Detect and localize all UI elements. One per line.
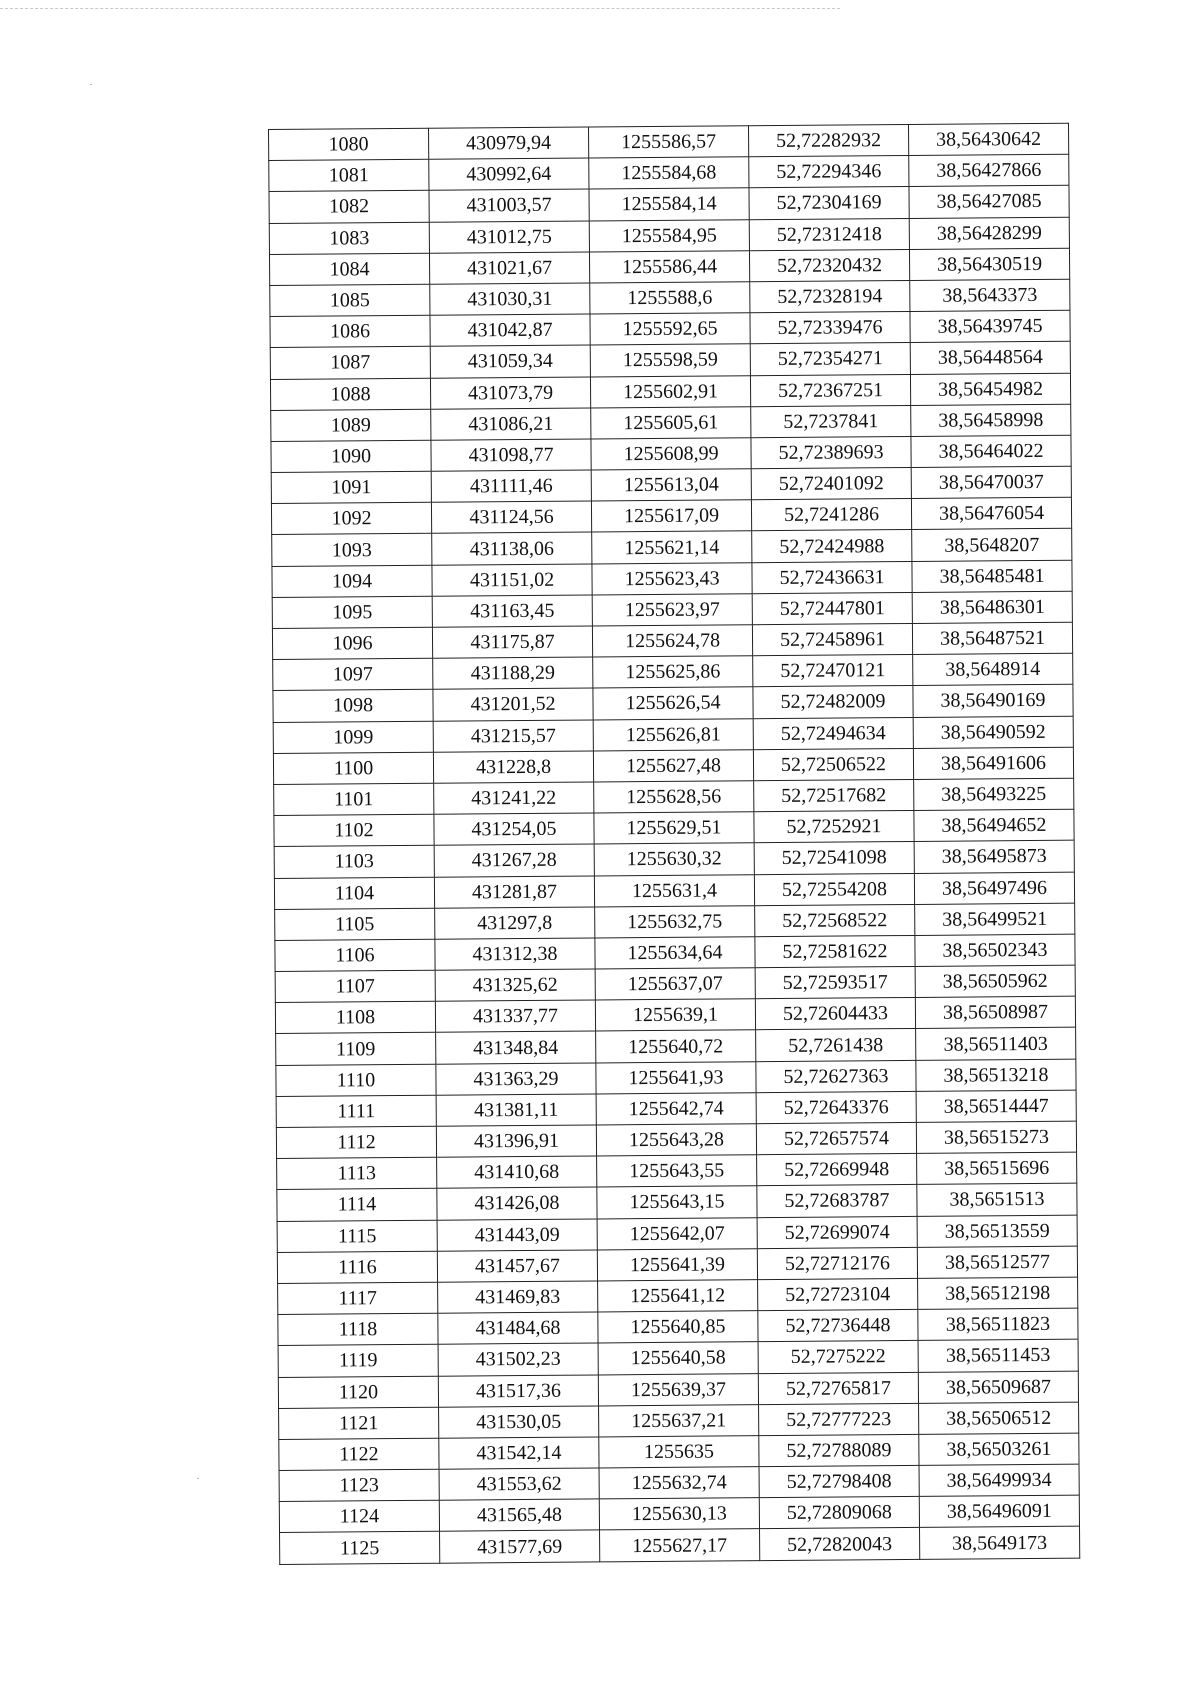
longitude-cell: 38,56487521 bbox=[912, 622, 1072, 654]
x-coordinate-cell: 431111,46 bbox=[431, 470, 591, 502]
latitude-cell: 52,72699074 bbox=[757, 1216, 917, 1248]
point-number-cell: 1124 bbox=[279, 1500, 439, 1532]
point-number-cell: 1114 bbox=[277, 1189, 437, 1221]
x-coordinate-cell: 431138,06 bbox=[432, 532, 592, 564]
latitude-cell: 52,72798408 bbox=[759, 1465, 919, 1497]
longitude-cell: 38,56490169 bbox=[913, 685, 1073, 717]
y-coordinate-cell: 1255641,39 bbox=[597, 1248, 757, 1280]
y-coordinate-cell: 1255637,21 bbox=[599, 1404, 759, 1436]
y-coordinate-cell: 1255592,65 bbox=[590, 313, 750, 345]
longitude-cell: 38,56502343 bbox=[915, 934, 1075, 966]
latitude-cell: 52,72809068 bbox=[759, 1497, 919, 1529]
point-number-cell: 1122 bbox=[279, 1438, 439, 1470]
longitude-cell: 38,56439745 bbox=[910, 310, 1070, 342]
point-number-cell: 1105 bbox=[275, 908, 435, 940]
x-coordinate-cell: 431325,62 bbox=[435, 969, 595, 1001]
longitude-cell: 38,5651513 bbox=[917, 1184, 1077, 1216]
longitude-cell: 38,56515696 bbox=[917, 1152, 1077, 1184]
point-number-cell: 1108 bbox=[275, 1001, 435, 1033]
y-coordinate-cell: 1255628,56 bbox=[594, 781, 754, 813]
latitude-cell: 52,72339476 bbox=[750, 312, 910, 344]
longitude-cell: 38,5648207 bbox=[912, 529, 1072, 561]
y-coordinate-cell: 1255626,81 bbox=[593, 718, 753, 750]
x-coordinate-cell: 431241,22 bbox=[434, 782, 594, 814]
latitude-cell: 52,72736448 bbox=[758, 1310, 918, 1342]
x-coordinate-cell: 431030,31 bbox=[430, 283, 590, 315]
y-coordinate-cell: 1255621,14 bbox=[592, 531, 752, 563]
y-coordinate-cell: 1255641,93 bbox=[596, 1061, 756, 1093]
longitude-cell: 38,56470037 bbox=[911, 466, 1071, 498]
y-coordinate-cell: 1255643,28 bbox=[596, 1124, 756, 1156]
longitude-cell: 38,56496091 bbox=[919, 1495, 1079, 1527]
longitude-cell: 38,56494652 bbox=[914, 809, 1074, 841]
point-number-cell: 1086 bbox=[270, 315, 430, 347]
latitude-cell: 52,72669948 bbox=[757, 1154, 917, 1186]
x-coordinate-cell: 431254,05 bbox=[434, 813, 594, 845]
x-coordinate-cell: 431086,21 bbox=[431, 408, 591, 440]
point-number-cell: 1088 bbox=[270, 378, 430, 410]
longitude-cell: 38,56491606 bbox=[913, 747, 1073, 779]
x-coordinate-cell: 431124,56 bbox=[431, 501, 591, 533]
latitude-cell: 52,72282932 bbox=[748, 124, 908, 156]
point-number-cell: 1125 bbox=[280, 1532, 440, 1564]
scan-speck bbox=[90, 84, 92, 85]
longitude-cell: 38,56514447 bbox=[916, 1090, 1076, 1122]
scan-speck bbox=[197, 1478, 199, 1479]
latitude-cell: 52,72470121 bbox=[753, 655, 913, 687]
longitude-cell: 38,56427085 bbox=[909, 186, 1069, 218]
latitude-cell: 52,72304169 bbox=[749, 187, 909, 219]
y-coordinate-cell: 1255632,75 bbox=[595, 905, 755, 937]
longitude-cell: 38,5648914 bbox=[913, 653, 1073, 685]
x-coordinate-cell: 431426,08 bbox=[437, 1187, 597, 1219]
point-number-cell: 1094 bbox=[272, 565, 432, 597]
latitude-cell: 52,72593517 bbox=[755, 967, 915, 999]
latitude-cell: 52,72447801 bbox=[752, 592, 912, 624]
longitude-cell: 38,56512577 bbox=[917, 1246, 1077, 1278]
point-number-cell: 1103 bbox=[274, 846, 434, 878]
longitude-cell: 38,56428299 bbox=[909, 217, 1069, 249]
point-number-cell: 1102 bbox=[274, 814, 434, 846]
coordinates-table-body bbox=[269, 123, 1080, 1564]
latitude-cell: 52,72506522 bbox=[753, 748, 913, 780]
y-coordinate-cell: 1255602,91 bbox=[590, 375, 750, 407]
y-coordinate-cell: 1255586,57 bbox=[588, 126, 748, 158]
x-coordinate-cell: 431337,77 bbox=[435, 1000, 595, 1032]
x-coordinate-cell: 431201,52 bbox=[433, 688, 593, 720]
latitude-cell: 52,7261438 bbox=[756, 1029, 916, 1061]
longitude-cell: 38,56427866 bbox=[909, 154, 1069, 186]
y-coordinate-cell: 1255630,32 bbox=[594, 843, 754, 875]
longitude-cell: 38,56512198 bbox=[918, 1277, 1078, 1309]
latitude-cell: 52,72494634 bbox=[753, 717, 913, 749]
longitude-cell: 38,56503261 bbox=[919, 1433, 1079, 1465]
longitude-cell: 38,56506512 bbox=[919, 1402, 1079, 1434]
y-coordinate-cell: 1255623,97 bbox=[592, 594, 752, 626]
x-coordinate-cell: 431267,28 bbox=[434, 844, 594, 876]
point-number-cell: 1098 bbox=[273, 690, 433, 722]
latitude-cell: 52,72568522 bbox=[755, 904, 915, 936]
y-coordinate-cell: 1255630,13 bbox=[599, 1498, 759, 1530]
x-coordinate-cell: 431381,11 bbox=[436, 1094, 596, 1126]
x-coordinate-cell: 431163,45 bbox=[432, 595, 592, 627]
point-number-cell: 1099 bbox=[273, 721, 433, 753]
x-coordinate-cell: 431363,29 bbox=[436, 1063, 596, 1095]
longitude-cell: 38,56511403 bbox=[916, 1028, 1076, 1060]
latitude-cell: 52,72424988 bbox=[752, 530, 912, 562]
y-coordinate-cell: 1255640,85 bbox=[598, 1311, 758, 1343]
point-number-cell: 1081 bbox=[269, 159, 429, 191]
longitude-cell: 38,56513559 bbox=[917, 1215, 1077, 1247]
longitude-cell: 38,56485481 bbox=[912, 560, 1072, 592]
x-coordinate-cell: 431484,68 bbox=[438, 1312, 598, 1344]
point-number-cell: 1089 bbox=[271, 409, 431, 441]
x-coordinate-cell: 431012,75 bbox=[429, 221, 589, 253]
x-coordinate-cell: 431042,87 bbox=[430, 314, 590, 346]
y-coordinate-cell: 1255626,54 bbox=[593, 687, 753, 719]
y-coordinate-cell: 1255640,58 bbox=[598, 1342, 758, 1374]
latitude-cell: 52,72436631 bbox=[752, 561, 912, 593]
x-coordinate-cell: 431443,09 bbox=[437, 1219, 597, 1251]
y-coordinate-cell: 1255641,12 bbox=[598, 1280, 758, 1312]
y-coordinate-cell: 1255642,07 bbox=[597, 1217, 757, 1249]
y-coordinate-cell: 1255643,55 bbox=[597, 1155, 757, 1187]
latitude-cell: 52,72554208 bbox=[754, 873, 914, 905]
y-coordinate-cell: 1255624,78 bbox=[592, 625, 752, 657]
latitude-cell: 52,72657574 bbox=[756, 1122, 916, 1154]
y-coordinate-cell: 1255634,64 bbox=[595, 937, 755, 969]
latitude-cell: 52,7252921 bbox=[754, 811, 914, 843]
point-number-cell: 1120 bbox=[278, 1376, 438, 1408]
point-number-cell: 1118 bbox=[278, 1313, 438, 1345]
x-coordinate-cell: 431553,62 bbox=[439, 1468, 599, 1500]
x-coordinate-cell: 431542,14 bbox=[439, 1437, 599, 1469]
latitude-cell: 52,72320432 bbox=[749, 249, 909, 281]
x-coordinate-cell: 431396,91 bbox=[436, 1125, 596, 1157]
longitude-cell: 38,56511453 bbox=[918, 1339, 1078, 1371]
table-row bbox=[280, 1527, 1080, 1564]
longitude-cell: 38,56493225 bbox=[914, 778, 1074, 810]
latitude-cell: 52,7241286 bbox=[751, 499, 911, 531]
latitude-cell: 52,72765817 bbox=[758, 1372, 918, 1404]
latitude-cell: 52,72820043 bbox=[760, 1528, 920, 1560]
y-coordinate-cell: 1255588,6 bbox=[590, 282, 750, 314]
y-coordinate-cell: 1255605,61 bbox=[591, 406, 751, 438]
y-coordinate-cell: 1255629,51 bbox=[594, 812, 754, 844]
x-coordinate-cell: 431297,8 bbox=[435, 907, 595, 939]
y-coordinate-cell: 1255637,07 bbox=[595, 968, 755, 1000]
point-number-cell: 1091 bbox=[271, 471, 431, 503]
latitude-cell: 52,72354271 bbox=[750, 343, 910, 375]
longitude-cell: 38,56509687 bbox=[918, 1371, 1078, 1403]
latitude-cell: 52,72712176 bbox=[757, 1247, 917, 1279]
x-coordinate-cell: 431281,87 bbox=[434, 875, 594, 907]
latitude-cell: 52,7237841 bbox=[751, 405, 911, 437]
latitude-cell: 52,72777223 bbox=[759, 1403, 919, 1435]
latitude-cell: 52,72581622 bbox=[755, 935, 915, 967]
y-coordinate-cell: 1255586,44 bbox=[589, 250, 749, 282]
latitude-cell: 52,72517682 bbox=[754, 779, 914, 811]
x-coordinate-cell: 431003,57 bbox=[429, 189, 589, 221]
y-coordinate-cell: 1255627,17 bbox=[600, 1529, 760, 1561]
point-number-cell: 1123 bbox=[279, 1469, 439, 1501]
point-number-cell: 1119 bbox=[278, 1345, 438, 1377]
point-number-cell: 1093 bbox=[272, 534, 432, 566]
point-number-cell: 1084 bbox=[269, 253, 429, 285]
longitude-cell: 38,56515273 bbox=[916, 1121, 1076, 1153]
x-coordinate-cell: 431457,67 bbox=[437, 1250, 597, 1282]
coordinates-table bbox=[268, 123, 1080, 1565]
y-coordinate-cell: 1255631,4 bbox=[594, 874, 754, 906]
point-number-cell: 1112 bbox=[276, 1126, 436, 1158]
latitude-cell: 52,72683787 bbox=[757, 1185, 917, 1217]
y-coordinate-cell: 1255640,72 bbox=[596, 1030, 756, 1062]
longitude-cell: 38,56511823 bbox=[918, 1308, 1078, 1340]
point-number-cell: 1101 bbox=[274, 783, 434, 815]
y-coordinate-cell: 1255639,1 bbox=[595, 999, 755, 1031]
point-number-cell: 1082 bbox=[269, 191, 429, 223]
longitude-cell: 38,56513218 bbox=[916, 1059, 1076, 1091]
y-coordinate-cell: 1255623,43 bbox=[592, 562, 752, 594]
longitude-cell: 38,56499934 bbox=[919, 1464, 1079, 1496]
x-coordinate-cell: 431059,34 bbox=[430, 345, 590, 377]
y-coordinate-cell: 1255613,04 bbox=[591, 469, 751, 501]
y-coordinate-cell: 1255632,74 bbox=[599, 1467, 759, 1499]
point-number-cell: 1096 bbox=[272, 627, 432, 659]
longitude-cell: 38,56464022 bbox=[911, 435, 1071, 467]
latitude-cell: 52,72788089 bbox=[759, 1434, 919, 1466]
latitude-cell: 52,72482009 bbox=[753, 686, 913, 718]
x-coordinate-cell: 431073,79 bbox=[430, 376, 590, 408]
longitude-cell: 38,5643373 bbox=[910, 279, 1070, 311]
y-coordinate-cell: 1255642,74 bbox=[596, 1093, 756, 1125]
y-coordinate-cell: 1255639,37 bbox=[598, 1373, 758, 1405]
point-number-cell: 1113 bbox=[277, 1157, 437, 1189]
longitude-cell: 38,56430519 bbox=[909, 248, 1069, 280]
longitude-cell: 38,56508987 bbox=[915, 996, 1075, 1028]
x-coordinate-cell: 430979,94 bbox=[428, 127, 588, 159]
point-number-cell: 1110 bbox=[276, 1064, 436, 1096]
point-number-cell: 1087 bbox=[270, 347, 430, 379]
point-number-cell: 1092 bbox=[271, 502, 431, 534]
latitude-cell: 52,72643376 bbox=[756, 1091, 916, 1123]
x-coordinate-cell: 431348,84 bbox=[436, 1031, 596, 1063]
latitude-cell: 52,72604433 bbox=[755, 998, 915, 1030]
latitude-cell: 52,7275222 bbox=[758, 1341, 918, 1373]
x-coordinate-cell: 431502,23 bbox=[438, 1343, 598, 1375]
latitude-cell: 52,72367251 bbox=[750, 374, 910, 406]
latitude-cell: 52,72541098 bbox=[754, 842, 914, 874]
y-coordinate-cell: 1255617,09 bbox=[591, 500, 751, 532]
x-coordinate-cell: 431530,05 bbox=[439, 1406, 599, 1438]
point-number-cell: 1104 bbox=[274, 877, 434, 909]
x-coordinate-cell: 431312,38 bbox=[435, 938, 595, 970]
x-coordinate-cell: 431098,77 bbox=[431, 439, 591, 471]
y-coordinate-cell: 1255598,59 bbox=[590, 344, 750, 376]
longitude-cell: 38,56476054 bbox=[911, 497, 1071, 529]
x-coordinate-cell: 431175,87 bbox=[432, 626, 592, 658]
point-number-cell: 1106 bbox=[275, 939, 435, 971]
x-coordinate-cell: 431228,8 bbox=[433, 751, 593, 783]
point-number-cell: 1116 bbox=[277, 1251, 437, 1283]
x-coordinate-cell: 431565,48 bbox=[439, 1499, 599, 1531]
point-number-cell: 1107 bbox=[275, 970, 435, 1002]
longitude-cell: 38,56448564 bbox=[910, 342, 1070, 374]
x-coordinate-cell: 431410,68 bbox=[437, 1156, 597, 1188]
x-coordinate-cell: 431151,02 bbox=[432, 564, 592, 596]
y-coordinate-cell: 1255608,99 bbox=[591, 438, 751, 470]
x-coordinate-cell: 431517,36 bbox=[438, 1374, 598, 1406]
longitude-cell: 38,56499521 bbox=[915, 903, 1075, 935]
longitude-cell: 38,56454982 bbox=[910, 373, 1070, 405]
point-number-cell: 1085 bbox=[270, 284, 430, 316]
x-coordinate-cell: 431021,67 bbox=[429, 252, 589, 284]
x-coordinate-cell: 430992,64 bbox=[429, 158, 589, 190]
x-coordinate-cell: 431577,69 bbox=[440, 1530, 600, 1562]
longitude-cell: 38,56505962 bbox=[915, 965, 1075, 997]
longitude-cell: 38,56497496 bbox=[914, 872, 1074, 904]
latitude-cell: 52,72401092 bbox=[751, 468, 911, 500]
latitude-cell: 52,72294346 bbox=[749, 156, 909, 188]
y-coordinate-cell: 1255584,95 bbox=[589, 219, 749, 251]
point-number-cell: 1090 bbox=[271, 440, 431, 472]
longitude-cell: 38,56490592 bbox=[913, 716, 1073, 748]
y-coordinate-cell: 1255635 bbox=[599, 1436, 759, 1468]
y-coordinate-cell: 1255584,14 bbox=[589, 188, 749, 220]
point-number-cell: 1095 bbox=[272, 596, 432, 628]
y-coordinate-cell: 1255625,86 bbox=[593, 656, 753, 688]
point-number-cell: 1115 bbox=[277, 1220, 437, 1252]
point-number-cell: 1083 bbox=[269, 222, 429, 254]
latitude-cell: 52,72389693 bbox=[751, 436, 911, 468]
scan-top-edge bbox=[0, 8, 840, 9]
y-coordinate-cell: 1255584,68 bbox=[589, 157, 749, 189]
latitude-cell: 52,72723104 bbox=[758, 1278, 918, 1310]
longitude-cell: 38,56430642 bbox=[908, 123, 1068, 155]
longitude-cell: 38,56458998 bbox=[911, 404, 1071, 436]
x-coordinate-cell: 431469,83 bbox=[438, 1281, 598, 1313]
x-coordinate-cell: 431188,29 bbox=[433, 657, 593, 689]
point-number-cell: 1100 bbox=[273, 752, 433, 784]
point-number-cell: 1097 bbox=[273, 658, 433, 690]
point-number-cell: 1080 bbox=[269, 128, 429, 160]
longitude-cell: 38,56486301 bbox=[912, 591, 1072, 623]
point-number-cell: 1117 bbox=[278, 1282, 438, 1314]
latitude-cell: 52,72627363 bbox=[756, 1060, 916, 1092]
point-number-cell: 1109 bbox=[276, 1033, 436, 1065]
latitude-cell: 52,72328194 bbox=[750, 280, 910, 312]
longitude-cell: 38,5649173 bbox=[920, 1527, 1080, 1559]
y-coordinate-cell: 1255643,15 bbox=[597, 1186, 757, 1218]
x-coordinate-cell: 431215,57 bbox=[433, 720, 593, 752]
point-number-cell: 1121 bbox=[279, 1407, 439, 1439]
longitude-cell: 38,56495873 bbox=[914, 841, 1074, 873]
latitude-cell: 52,72312418 bbox=[749, 218, 909, 250]
y-coordinate-cell: 1255627,48 bbox=[593, 749, 753, 781]
point-number-cell: 1111 bbox=[276, 1095, 436, 1127]
latitude-cell: 52,72458961 bbox=[752, 623, 912, 655]
